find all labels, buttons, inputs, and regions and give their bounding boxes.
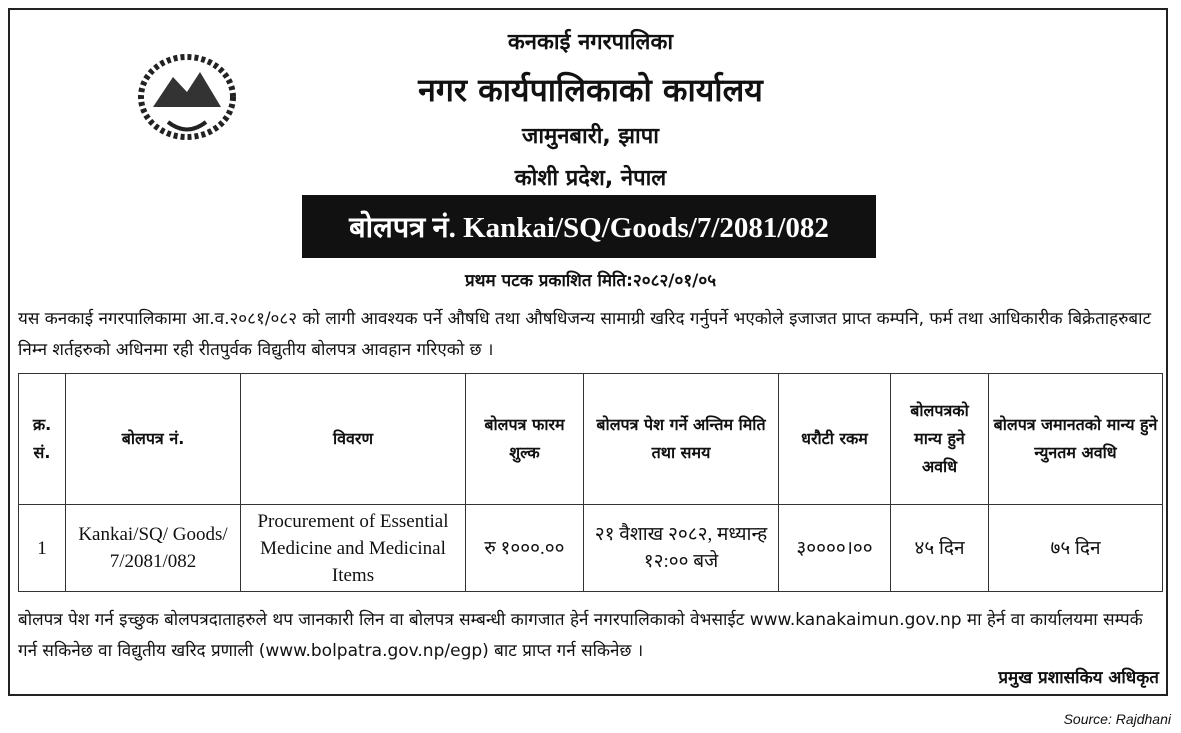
province-line: कोशी प्रदेश, नेपाल <box>514 166 667 191</box>
col-header: धरौटी रकम <box>779 374 891 505</box>
cell: 1 <box>19 505 66 592</box>
table-row <box>19 505 1163 592</box>
footer-paragraph: बोलपत्र पेश गर्न इच्छुक बोलपत्रदाताहरुले थप जानकारी लिन वा बोलपत्र सम्बन्धी कागजात हेर्न नगरपालिकाको वेभसाईट www.kanakaimun.gov.np मा हेर्न वा कार्यालयमा सम्पर्क गर्न सकिनेछ वा विद्युतीय खरिद प्रणाली (www.bolpatra.gov.np/egp) बाट प्राप्त गर्न सकिनेछ । <box>18 610 1143 661</box>
tender-number-banner: बोलपत्र नं. Kankai/SQ/Goods/7/2081/082 <box>302 195 876 258</box>
col-header: विवरण <box>241 374 466 505</box>
signature: प्रमुख प्रशासकिय अधिकृत <box>998 668 1159 688</box>
cell: २१ वैशाख २०८२, मध्यान्ह १२:०० बजे <box>584 505 779 592</box>
col-header: बोलपत्र फारम शुल्क <box>466 374 584 505</box>
cell: ४५ दिन <box>891 505 989 592</box>
col-header: बोलपत्रको मान्य हुने अवधि <box>891 374 989 505</box>
address-line: जामुनबारी, झापा <box>522 124 659 149</box>
cell: ३००००।०० <box>779 505 891 592</box>
table-header-row <box>19 374 1163 505</box>
col-header: क्र. सं. <box>19 374 66 505</box>
col-header: बोलपत्र पेश गर्ने अन्तिम मिति तथा समय <box>584 374 779 505</box>
publish-date: प्रथम पटक प्रकाशित मिति:२०८२/०१/०५ <box>464 271 717 291</box>
intro-paragraph: यस कनकाई नगरपालिकामा आ.व.२०८१/०८२ को लागी आवश्यक पर्ने औषधि तथा औषधिजन्य सामाग्री खरिद गर्नुपर्ने भएकोले इजाजत प्राप्त कम्पनि, फर्म तथा आधिकारीक बिक्रेताहरुबाट निम्न शर्तहरुको अधिनमा रही रीतपुर्वक विद्युतीय बोलपत्र आवहान गरिएको छ । <box>18 309 1152 360</box>
cell: Procurement of Essential Medicine and Medicinal Items <box>241 505 466 592</box>
office-name: नगर कार्यपालिकाको कार्यालय <box>418 71 763 109</box>
cell: ७५ दिन <box>989 505 1163 592</box>
municipality-name: कनकाई नगरपालिका <box>507 30 674 55</box>
cell: रु १०००.०० <box>466 505 584 592</box>
col-header: बोलपत्र जमानतको मान्य हुने न्युनतम अवधि <box>989 374 1163 505</box>
col-header: बोलपत्र नं. <box>66 374 241 505</box>
tender-table <box>18 373 1163 592</box>
cell: Kankai/SQ/ Goods/ 7/2081/082 <box>66 505 241 592</box>
source-credit: Source: Rajdhani <box>1063 711 1171 727</box>
